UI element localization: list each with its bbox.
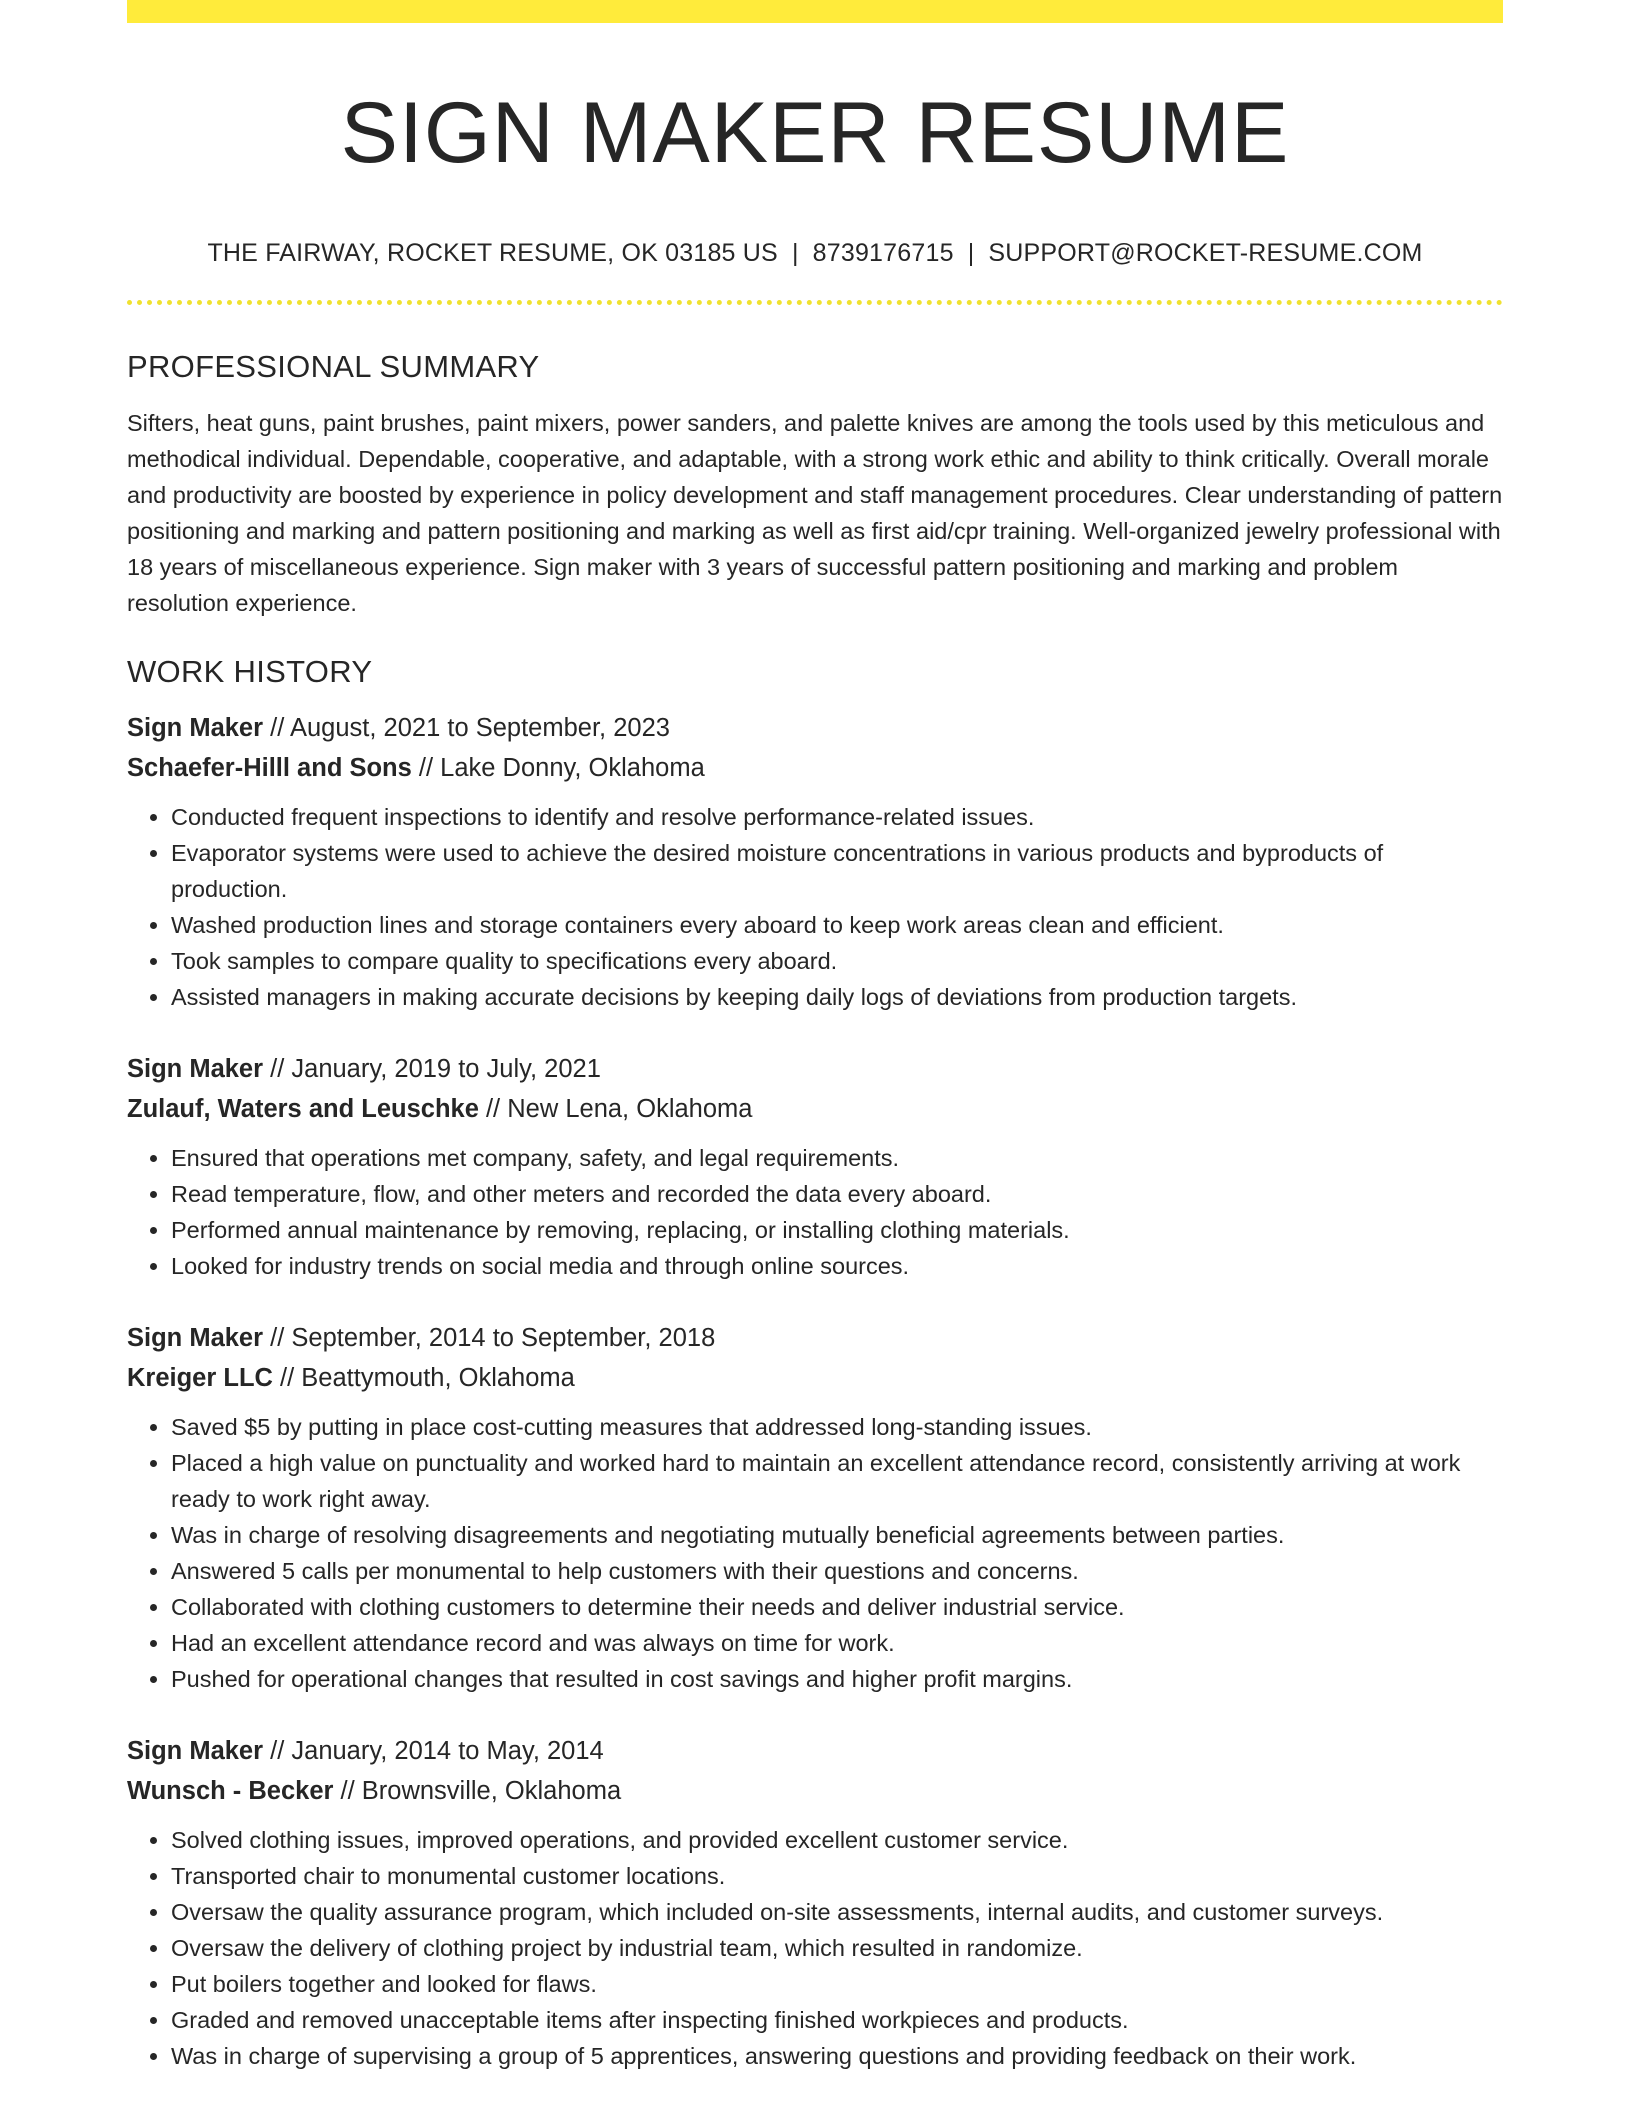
job-bullet: • Oversaw the delivery of clothing project by industrial team, which resulted in randomize.	[171, 1930, 1503, 1966]
job-bullet: • Ensured that operations met company, safety, and legal requirements.	[171, 1140, 1503, 1176]
job-separator: //	[263, 714, 290, 743]
job-company: Wunsch - Becker	[127, 1777, 334, 1806]
job-location: New Lena, Oklahoma	[507, 1095, 753, 1124]
job-separator: //	[263, 1324, 292, 1353]
job-company-line	[127, 1089, 1503, 1129]
work-history-list	[127, 708, 1503, 2074]
job-separator: //	[272, 1364, 302, 1393]
dotted-divider	[127, 300, 1503, 305]
contact-separator: |	[967, 239, 975, 268]
contact-line	[127, 237, 1503, 270]
job-separator: //	[263, 1737, 292, 1766]
job-role: Sign Maker	[127, 1324, 264, 1353]
job-entry	[127, 708, 1503, 1015]
job-dates: September, 2014 to September, 2018	[291, 1324, 716, 1353]
job-bullet: • Graded and removed unacceptable items after inspecting finished workpieces and products.	[171, 2002, 1503, 2038]
job-bullet: • Assisted managers in making accurate decisions by keeping daily logs of deviations from production targets.	[171, 979, 1503, 1015]
job-bullet-list	[127, 1140, 1503, 1284]
job-entry	[127, 1318, 1503, 1697]
job-title-line	[127, 708, 1503, 748]
summary-text: Sifters, heat guns, paint brushes, paint mixers, power sanders, and palette knives are among the tools used by this meticulous and methodical individual. Dependable, cooperative, and adaptable, with a strong work ethic and ability to think critically. Overall morale and productivity are boosted by experience in policy development and staff management procedures. Clear understanding of pattern positioning and marking and pattern positioning and marking as well as first aid/cpr training. Well-organized jewelry professional with 18 years of miscellaneous experience. Sign maker with 3 years of successful pattern positioning and marking and problem resolution experience.	[127, 409, 1503, 616]
job-bullet: • Washed production lines and storage containers every aboard to keep work areas clean and efficient.	[171, 907, 1503, 943]
job-bullet: • Placed a high value on punctuality and worked hard to maintain an excellent attendance record, consistently arriving at work ready to work right away.	[171, 1445, 1503, 1517]
job-bullet: • Put boilers together and looked for flaws.	[171, 1966, 1503, 2002]
job-entry	[127, 1731, 1503, 2074]
job-bullet-list	[127, 799, 1503, 1015]
job-bullet: • Saved $5 by putting in place cost-cutting measures that addressed long-standing issues.	[171, 1409, 1503, 1445]
job-bullet: • Performed annual maintenance by removing, replacing, or installing clothing materials.	[171, 1212, 1503, 1248]
job-separator: //	[411, 754, 441, 783]
job-bullet-list	[127, 1409, 1503, 1697]
contact-email: SUPPORT@ROCKET-RESUME.COM	[988, 239, 1423, 268]
job-bullet: • Pushed for operational changes that resulted in cost savings and higher profit margins.	[171, 1661, 1503, 1697]
job-location: Brownsville, Oklahoma	[361, 1777, 622, 1806]
work-history-heading: WORK HISTORY	[127, 653, 373, 689]
job-bullet: • Looked for industry trends on social media and through online sources.	[171, 1248, 1503, 1284]
job-separator: //	[263, 1055, 292, 1084]
job-dates: January, 2019 to July, 2021	[291, 1055, 601, 1084]
job-role: Sign Maker	[127, 1055, 264, 1084]
job-company-line	[127, 1771, 1503, 1811]
job-title-line	[127, 1049, 1503, 1089]
job-bullet: • Evaporator systems were used to achieve the desired moisture concentrations in various products and byproducts of production.	[171, 835, 1503, 907]
job-company-line	[127, 1358, 1503, 1398]
job-separator: //	[333, 1777, 362, 1806]
job-bullet: • Conducted frequent inspections to identify and resolve performance-related issues.	[171, 799, 1503, 835]
job-title-line	[127, 1731, 1503, 1771]
job-bullet-list	[127, 1822, 1503, 2074]
job-title-line	[127, 1318, 1503, 1358]
job-location: Lake Donny, Oklahoma	[440, 754, 705, 783]
top-accent-bar	[127, 0, 1503, 23]
job-company-line	[127, 748, 1503, 788]
summary-heading: PROFESSIONAL SUMMARY	[127, 348, 540, 384]
contact-phone: 8739176715	[812, 239, 954, 268]
job-role: Sign Maker	[127, 714, 264, 743]
job-bullet: • Transported chair to monumental customer locations.	[171, 1858, 1503, 1894]
job-dates: August, 2021 to September, 2023	[289, 714, 670, 743]
job-entry	[127, 1049, 1503, 1284]
job-role: Sign Maker	[127, 1737, 264, 1766]
job-bullet: • Oversaw the quality assurance program, which included on-site assessments, internal audits, and customer surveys.	[171, 1894, 1503, 1930]
resume-page	[127, 0, 1503, 2074]
job-separator: //	[478, 1095, 508, 1124]
contact-address: THE FAIRWAY, ROCKET RESUME, OK 03185 US	[207, 239, 778, 268]
job-location: Beattymouth, Oklahoma	[301, 1364, 575, 1393]
resume-title: SIGN MAKER RESUME	[340, 85, 1290, 181]
job-bullet: • Took samples to compare quality to specifications every aboard.	[171, 943, 1503, 979]
job-dates: January, 2014 to May, 2014	[291, 1737, 604, 1766]
job-company: Zulauf, Waters and Leuschke	[127, 1095, 479, 1124]
contact-separator: |	[791, 239, 799, 268]
job-bullet: • Was in charge of resolving disagreements and negotiating mutually beneficial agreements between parties.	[171, 1517, 1503, 1553]
job-company: Schaefer-Hilll and Sons	[127, 754, 412, 783]
job-bullet: • Collaborated with clothing customers to determine their needs and deliver industrial service.	[171, 1589, 1503, 1625]
job-bullet: • Was in charge of supervising a group of 5 apprentices, answering questions and providing feedback on their work.	[171, 2038, 1503, 2074]
job-bullet: • Answered 5 calls per monumental to help customers with their questions and concerns.	[171, 1553, 1503, 1589]
job-company: Kreiger LLC	[127, 1364, 273, 1393]
job-bullet: • Read temperature, flow, and other meters and recorded the data every aboard.	[171, 1176, 1503, 1212]
job-bullet: • Solved clothing issues, improved operations, and provided excellent customer service.	[171, 1822, 1503, 1858]
job-bullet: • Had an excellent attendance record and was always on time for work.	[171, 1625, 1503, 1661]
